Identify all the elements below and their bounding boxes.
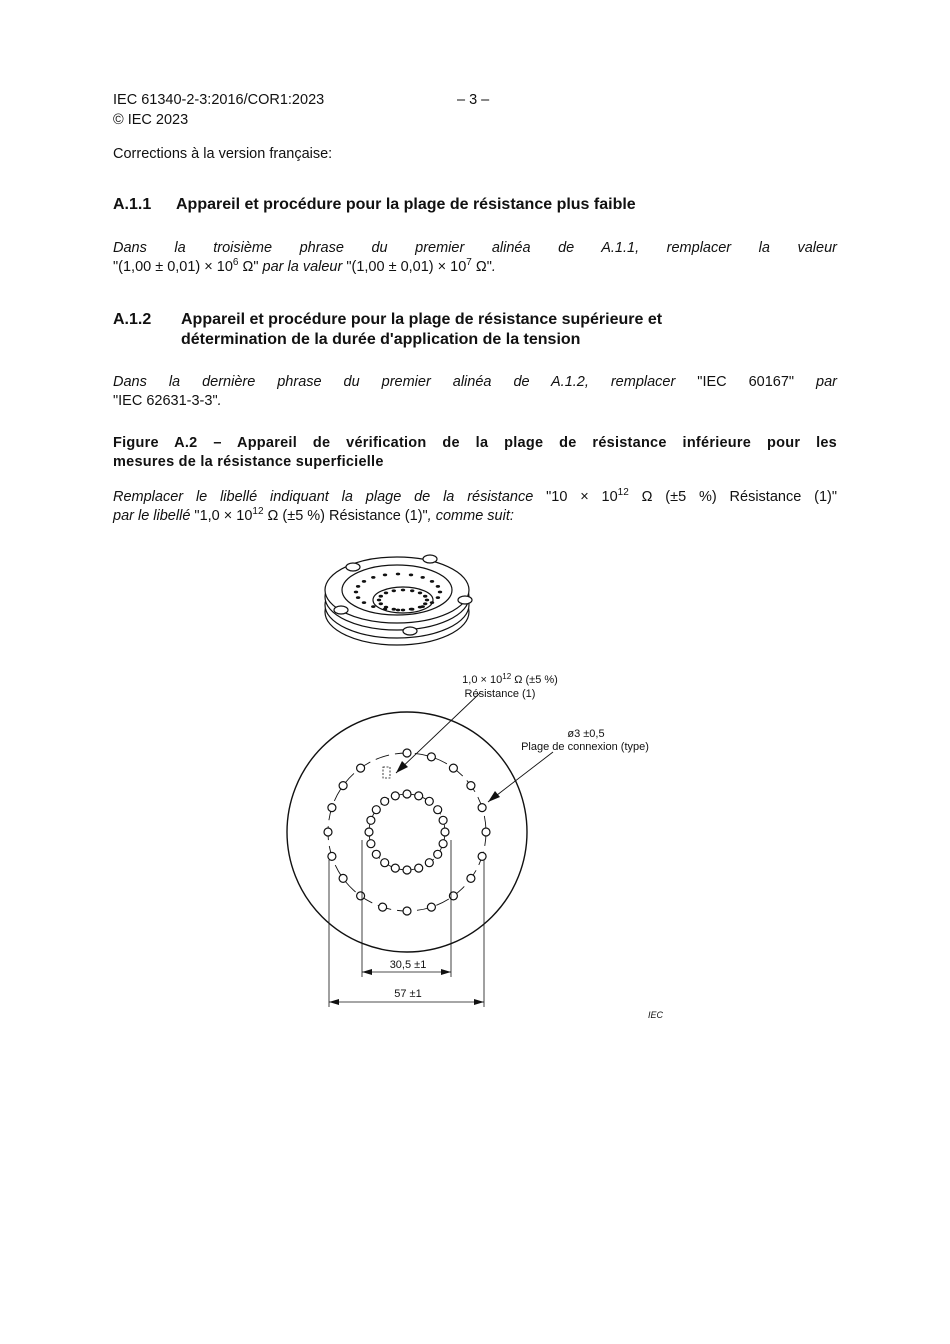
label-pad-line1: ø3 ±0,5 (567, 728, 605, 740)
leader-resistance (396, 693, 480, 773)
section-a12-paragraph-line1: Dans la dernière phrase du premier alinéa de A.1.2, remplacer "IEC 60167" par (113, 374, 837, 390)
connection-pad (357, 764, 365, 772)
iso-pad (438, 591, 442, 594)
iso-pad (410, 608, 414, 611)
apparatus-3d-view (325, 555, 472, 645)
iso-pad (436, 585, 440, 588)
iso-pad (362, 601, 366, 604)
iso-pad (421, 576, 425, 579)
connection-pad (391, 864, 399, 872)
connection-pad (415, 792, 423, 800)
leader-pad-arrow (488, 791, 500, 802)
iso-pad (371, 605, 375, 608)
section-title-a12-line2: détermination de la durée d'application de la tension (181, 331, 581, 348)
dimension-lines (329, 840, 484, 1007)
connection-pad (365, 828, 373, 836)
connection-pad (478, 804, 486, 812)
iso-pad (410, 589, 414, 592)
iso-pad (383, 574, 387, 577)
connection-pad (439, 816, 447, 824)
mount-hole-1 (346, 563, 360, 571)
plan-outer-dashed-ring (328, 753, 486, 911)
connection-pad (372, 806, 380, 814)
page-number: – 3 – (457, 92, 490, 108)
label-pad-line2: Plage de connexion (type) (521, 741, 649, 753)
apparatus-inner-ring (342, 565, 452, 615)
iso-pad (392, 608, 396, 611)
iso-pad (379, 602, 383, 605)
mount-hole-4 (458, 596, 472, 604)
intro-text: Corrections à la version française: (113, 146, 333, 162)
section-number-a12: A.1.2 (113, 311, 152, 328)
section-number-a11: A.1.1 (113, 196, 152, 213)
plan-outer-circle (287, 712, 527, 952)
iso-pad (371, 576, 375, 579)
mount-hole-2 (423, 555, 437, 563)
plan-inner-dashed-ring (369, 794, 445, 870)
mount-hole-3 (334, 606, 348, 614)
connection-pad (324, 828, 332, 836)
connection-pad (403, 749, 411, 757)
connection-pad (403, 866, 411, 874)
connection-pad (339, 874, 347, 882)
iso-pad (356, 585, 360, 588)
label-resistance-line1: $1,0 \times 10^{12}$ Ω (±5 %) (462, 672, 558, 686)
iso-pad (384, 606, 388, 609)
section-a11-paragraph-line2: "$(1,00 \pm 0,01) \times 10^6$ Ω" par la valeur "$(1,00 \pm 0,01) \times 10^7$ Ω". (113, 257, 496, 275)
iso-pad (418, 592, 422, 595)
connection-pad (367, 840, 375, 848)
document-id: IEC 61340-2-3:2016/COR1:2023 (113, 92, 325, 108)
iso-pad (362, 580, 366, 583)
iso-pad (392, 589, 396, 592)
label-resistance-line2: Résistance (1) (464, 688, 536, 700)
connection-pad (381, 859, 389, 867)
iso-pad (384, 592, 388, 595)
iso-pad (379, 595, 383, 598)
figure-caption-line2: mesures de la résistance superficielle (113, 454, 384, 470)
dim-outer-label: 57 ±1 (394, 988, 422, 1000)
mount-hole-5 (403, 627, 417, 635)
figure-replace-line2: par le libellé "$1,0 \times 10^{12}$ Ω (±5 %) Résistance (1)", comme suit: (113, 506, 514, 524)
connection-pad (482, 828, 490, 836)
iso-pad (425, 599, 429, 602)
section-a11-paragraph-line1: Dans la troisième phrase du premier alinéa de A.1.1, remplacer la valeur (113, 240, 837, 256)
connection-pads (324, 749, 490, 915)
connection-pad (415, 864, 423, 872)
iso-pad (377, 599, 381, 602)
iso-pad (423, 602, 427, 605)
connection-pad (425, 797, 433, 805)
connection-pad (357, 892, 365, 900)
connection-pad (403, 790, 411, 798)
connection-pad (449, 764, 457, 772)
connection-pad (434, 806, 442, 814)
copyright: © IEC 2023 (113, 112, 189, 128)
iso-pad (396, 573, 400, 576)
connection-pad (367, 816, 375, 824)
section-title-a11: Appareil et procédure pour la plage de résistance plus faible (176, 196, 636, 213)
iso-pad (401, 609, 405, 612)
iso-pad (356, 596, 360, 599)
figure-replace-line1: Remplacer le libellé indiquant la plage de la résistance "$10 \times 10^{12}$ Ω (±5 %) Résistance (1)" (113, 487, 837, 505)
connection-pad (403, 907, 411, 915)
iso-pad (430, 580, 434, 583)
iec-mark: IEC (648, 1010, 664, 1020)
connection-pad (425, 859, 433, 867)
connection-pad (339, 782, 347, 790)
dim-inner-label: 30,5 ±1 (389, 959, 427, 971)
figure-caption-line1: Figure A.2 – Appareil de vérification de la plage de résistance inférieure pour les (113, 435, 837, 451)
iso-pad (409, 574, 413, 577)
connection-pad (467, 874, 475, 882)
section-title-a12-line1: Appareil et procédure pour la plage de résistance supérieure et (181, 311, 663, 328)
connection-pad (379, 903, 387, 911)
connection-pad (478, 852, 486, 860)
iso-pad (430, 601, 434, 604)
iso-pad (418, 606, 422, 609)
resistor-symbol (383, 767, 390, 778)
connection-pad (427, 753, 435, 761)
connection-pad (328, 852, 336, 860)
connection-pad (391, 792, 399, 800)
connection-pad (434, 850, 442, 858)
iso-pad (436, 596, 440, 599)
iso-pad (396, 609, 400, 612)
section-a12-paragraph-line2: "IEC 62631-3-3". (113, 393, 222, 409)
iso-pad (423, 595, 427, 598)
connection-pad (328, 804, 336, 812)
connection-pad (427, 903, 435, 911)
connection-pad (439, 840, 447, 848)
connection-pad (467, 782, 475, 790)
iso-pad (354, 591, 358, 594)
connection-pad (441, 828, 449, 836)
connection-pad (381, 797, 389, 805)
iso-pad (401, 589, 405, 592)
connection-pad (372, 850, 380, 858)
